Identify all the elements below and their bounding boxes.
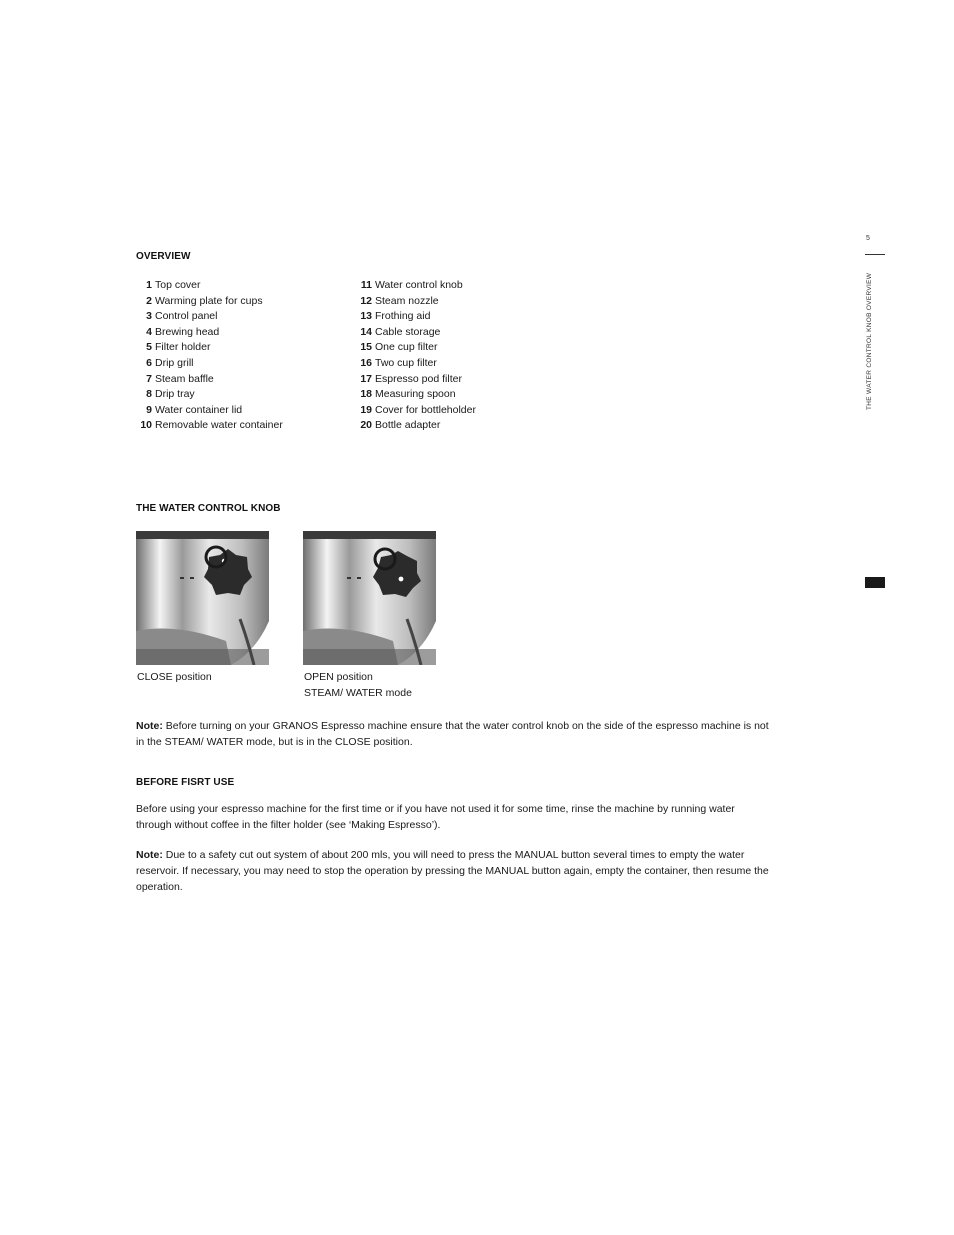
note-text: in the STEAM/ WATER mode, but is in the CLOSE position. [136, 736, 413, 748]
open-caption-line: OPEN position [304, 671, 373, 683]
list-item: 6 Drip grill [146, 357, 194, 369]
list-item: 8 Drip tray [146, 388, 195, 400]
list-item: 5 Filter holder [146, 341, 211, 353]
note-label: Note: [136, 720, 163, 732]
section-tab-marker [865, 577, 885, 588]
overview-heading: OVERVIEW [136, 251, 191, 262]
list-item: 9 Water container lid [146, 404, 243, 416]
list-item: 14 Cable storage [360, 326, 441, 338]
list-item: 10 Removable water container [140, 419, 283, 431]
open-caption-line: STEAM/ WATER mode [304, 687, 412, 699]
list-item: 13 Frothing aid [360, 310, 431, 322]
close-position-caption: CLOSE position [137, 671, 212, 683]
close-position-photo [136, 531, 269, 665]
list-item: 16 Two cup filter [360, 357, 437, 369]
list-item: 11 Water control knob [360, 279, 463, 291]
note-text: reservoir. If necessary, you may need to stop the operation by pressing the MANUAL button again, empty the container, then resume the [136, 865, 769, 877]
list-item: 15 One cup filter [360, 341, 438, 353]
first-use-paragraph: Before using your espresso machine for the first time or if you have not used it for some time, rinse the machine by running water through without coffee in the filter holder (see ‘Making Espresso’). [136, 803, 735, 831]
note-text: operation. [136, 881, 183, 893]
sidebar-divider [865, 254, 885, 255]
list-item: 3 Control panel [146, 310, 218, 322]
note-text: Due to a safety cut out system of about 200 mls, you will need to press the MANUAL button several times to empty the water [162, 849, 745, 861]
list-item: 17 Espresso pod filter [360, 373, 462, 385]
list-item: 19 Cover for bottleholder [360, 404, 476, 416]
note-text: Before turning on your GRANOS Espresso machine ensure that the water control knob on the side of the espresso machine is not [162, 720, 769, 732]
note-label: Note: [136, 849, 163, 861]
list-item: 4 Brewing head [146, 326, 220, 338]
water-knob-note [136, 718, 806, 750]
list-item: 12 Steam nozzle [360, 295, 439, 307]
list-item: 1 Top cover [146, 279, 201, 291]
list-item: 18 Measuring spoon [360, 388, 456, 400]
water-knob-heading: THE WATER CONTROL KNOB [136, 503, 281, 514]
first-use-heading: BEFORE FISRT USE [136, 777, 235, 788]
open-position-photo [303, 531, 436, 665]
sidebar-section-path: THE WATER CONTROL KNOB OVERVIEW [866, 272, 873, 410]
list-item: 7 Steam baffle [146, 373, 214, 385]
list-item: 20 Bottle adapter [360, 419, 441, 431]
open-position-caption [304, 669, 412, 701]
first-use-note [136, 847, 806, 895]
list-item: 2 Warming plate for cups [146, 295, 263, 307]
page-number: 5 [866, 235, 870, 242]
